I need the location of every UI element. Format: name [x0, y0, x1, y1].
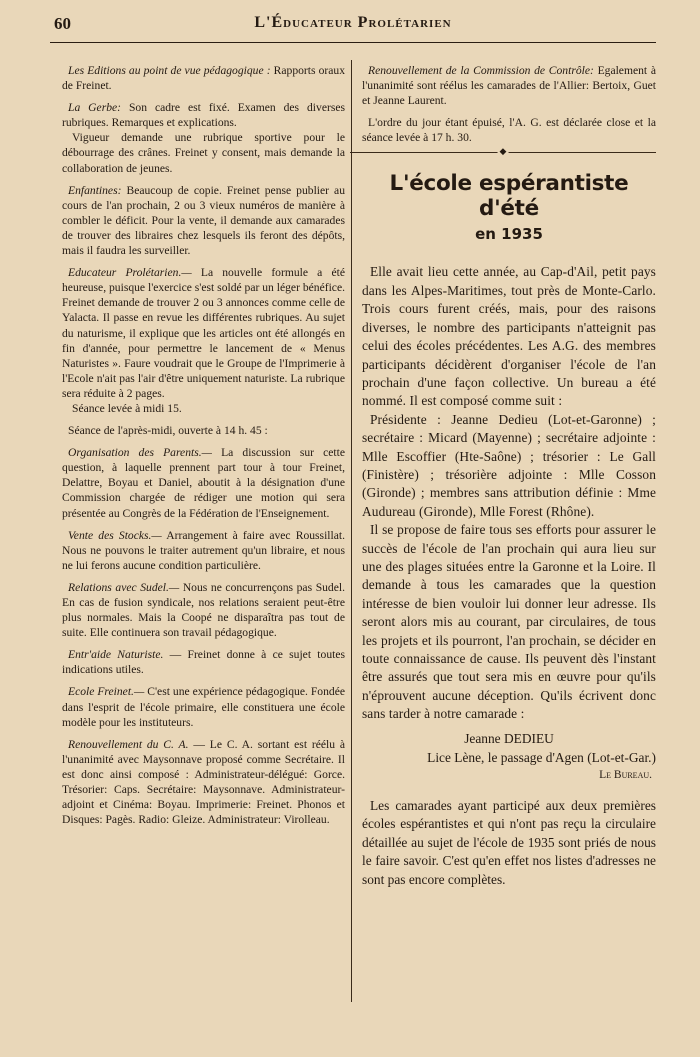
paragraph-text: Egalement à l'unanimité sont réélus les camarades de l'Allier: Bertoix, Guet et Jeanne Laurent. [362, 64, 656, 108]
minutes-paragraph [62, 580, 345, 640]
page-header [50, 12, 656, 40]
paragraph-lead: Les Editions au point de vue pédagogique : [68, 64, 271, 77]
paragraph-text: Séance de l'après-midi, ouverte à 14 h. 45 : [68, 424, 268, 438]
minutes-paragraph [62, 100, 345, 175]
minutes-paragraph [362, 63, 656, 108]
article-paragraph: Présidente : Jeanne Dedieu (Lot-et-Garonne) ; secrétaire : Micard (Mayenne) ; secrétaire adjointe : Mlle Escoffier (Hte-Saône) ; trésorier : Le Gall (Finistère) ; trésorière adjointe : Mlle Cosson (Gironde) ; membres sans attribution définie : Mme Audureau (Gironde), Mlle Forest (Rhône). [362, 411, 656, 519]
paragraph-text: — Le C. A. sortant est réélu à l'unanimité avec Maysonnave proposé comme Secrétaire. Il est donc ainsi composé : Administrateur-délégué: Gorce. Trésorier: Caps. Secrétaire: Maysonnave. Administrateur-adjoint et Cinéma: Boyau. Imprimerie: Freinet. Phonos et Disques: Pagès. Radio: Gleize. Administrateur: Virolleau. [62, 737, 346, 827]
header-rule [50, 42, 656, 43]
minutes-paragraph [62, 265, 345, 416]
paragraph-text: C'est une expérience pédagogique. Fondée dans l'esprit de l'école primaire, elle constituera une école modèle pour les instituteurs. [62, 685, 345, 729]
paragraph-text: Nous ne concurrençons pas Sudel. En cas de fusion syndicale, nos relations seraient peut-être plus normales. Mais la Coopé ne disparaîtra pas tout de suite. Elle continuera son travail pédagogique. [62, 580, 345, 640]
minutes-paragraph [62, 183, 345, 258]
paragraph-text: Beaucoup de copie. Freinet pense publier au cours de l'an prochain, 2 ou 3 vieux numéros de manière à combler le déficit. Pour la vente, il demande aux camarades de trouver des libraires chez lesquels ils feront des dépôts, mais il faudra les surveiller. [62, 183, 345, 258]
paragraph-lead: Educateur Prolétarien.— [68, 266, 192, 280]
right-column [362, 63, 656, 889]
article-subtitle: en 1935 [475, 225, 543, 244]
paragraph-lead: Enfantines: [68, 183, 122, 197]
paragraph-extra: Séance levée à midi 15. [72, 401, 182, 415]
page-number: 60 [54, 14, 71, 33]
paragraph-text: Arrangement à faire avec Roussillat. Nous ne pouvons le traiter autrement qu'un libraire, et nous ne lui ferons aucune condition particulière. [62, 528, 345, 572]
paragraph-text: La nouvelle formule a été heureuse, puisque l'exercice s'est soldé par un léger bénéfice. Freinet demande de trouver 2 ou 3 annonces comme celle de Yalacta. Il passe en revue les différentes rubriques. Au sujet du naturisme, il explique que les articles ont été allongés en fin d'année, pour permettre le lancement de « Menus Naturistes ». Faure voudrait que le Groupe de l'Imprimerie à l'Ecole n'ait pas l'air d'être uniquement naturiste. La rubrique sera réduite à 2 pages. [62, 266, 346, 400]
paragraph-lead: Ecole Freinet.— [68, 685, 145, 699]
paragraph-text: La discussion sur cette question, à laquelle prennent part tour à tour Freinet, Delattre, Boyau et Daniel, aboutit à la désignation d'une Commission chargée de rédiger une motion qui sera présentée au Congrès de la Fédération de l'Enseignement. [62, 446, 345, 520]
session-line [62, 423, 345, 438]
paragraph-lead: Entr'aide Naturiste. [68, 648, 164, 662]
paragraph-lead: Relations avec Sudel.— [68, 580, 180, 594]
paragraph-lead: La Gerbe: [68, 101, 122, 115]
minutes-paragraph [62, 445, 345, 520]
left-column [62, 63, 345, 834]
article-paragraph: Il se propose de faire tous ses efforts pour assurer le succès de l'école de l'an prochain qui aura lieu sur une des plages situées entre la Garonne et la Loire. Il demande à tous les camarades que la question intéresse de bien vouloir lui donner leur adresse. Ils seront alors mis au courant, par circulaires, de tous les projets et ils pourront, l'an prochain, se décider en toute connaissance de cause. Ils peuvent dès l'instant être assurés que tout sera mis en œuvre pour qu'ils n'éprouvent aucune déception. Qu'ils écrivent donc sans tarder à notre camarade : [362, 522, 656, 722]
paragraph-lead: Organisation des Parents.— [68, 446, 212, 460]
paragraph-extra: Vigueur demande une rubrique sportive pour le débourrage des crânes. Freinet y consent, mais demande la collaboration de jeunes. [62, 131, 345, 175]
minutes-paragraph [62, 528, 345, 573]
closing-paragraph [362, 115, 656, 145]
article-paragraph: Elle avait lieu cette année, au Cap-d'Ail, petit pays dans les Alpes-Maritimes, tout près de Monte-Carlo. Trois cours furent créés, mais, pour des raisons diverses, le nombre des participants n'atteignit pas celui des écoles précédentes. Les A.G. des membres participants décidèrent d'organiser l'école de l'an prochain d'une façon collective. Un bureau a été nommé. Il est composé comme suit : [362, 264, 656, 409]
minutes-paragraph [62, 737, 345, 828]
section-separator [350, 152, 656, 153]
paragraph-lead: Renouvellement de la Commission de Contrôle: [368, 64, 594, 77]
column-divider [351, 60, 352, 1002]
paragraph-lead: Renouvellement du C. A. [68, 737, 189, 751]
paragraph-text: Rapports oraux de Freinet. [62, 64, 346, 93]
paragraph-text: — Freinet donne à ce sujet toutes indications utiles. [62, 648, 345, 677]
minutes-paragraph [62, 63, 345, 93]
signature-address: Lice Lène, le passage d'Agen (Lot-et-Gar.) [427, 749, 656, 765]
journal-title: L'Éducateur Prolétarien [254, 14, 452, 31]
minutes-paragraph [62, 647, 345, 677]
article-title: L'école espérantiste d'été [389, 171, 629, 222]
paragraph-text: L'ordre du jour étant épuisé, l'A. G. est déclarée close et la séance levée à 17 h. 30. [362, 116, 656, 145]
paragraph-lead: Vente des Stocks.— [68, 528, 162, 542]
final-paragraph: Les camarades ayant participé aux deux premières écoles espérantistes et qui n'ont pas reçu la circulaire détaillée au sujet de l'école de 1935 sont priés de nous le faire savoir. C'est qu'en effet nos listes d'adresses ne sont pas encore complètes. [362, 798, 656, 887]
signature-name: Jeanne DEDIEU [464, 730, 554, 746]
paragraph-text: Son cadre est fixé. Examen des diverses rubriques. Remarques et explications. [62, 101, 346, 130]
signature-bureau: Le Bureau. [599, 769, 652, 782]
minutes-paragraph [62, 684, 345, 729]
